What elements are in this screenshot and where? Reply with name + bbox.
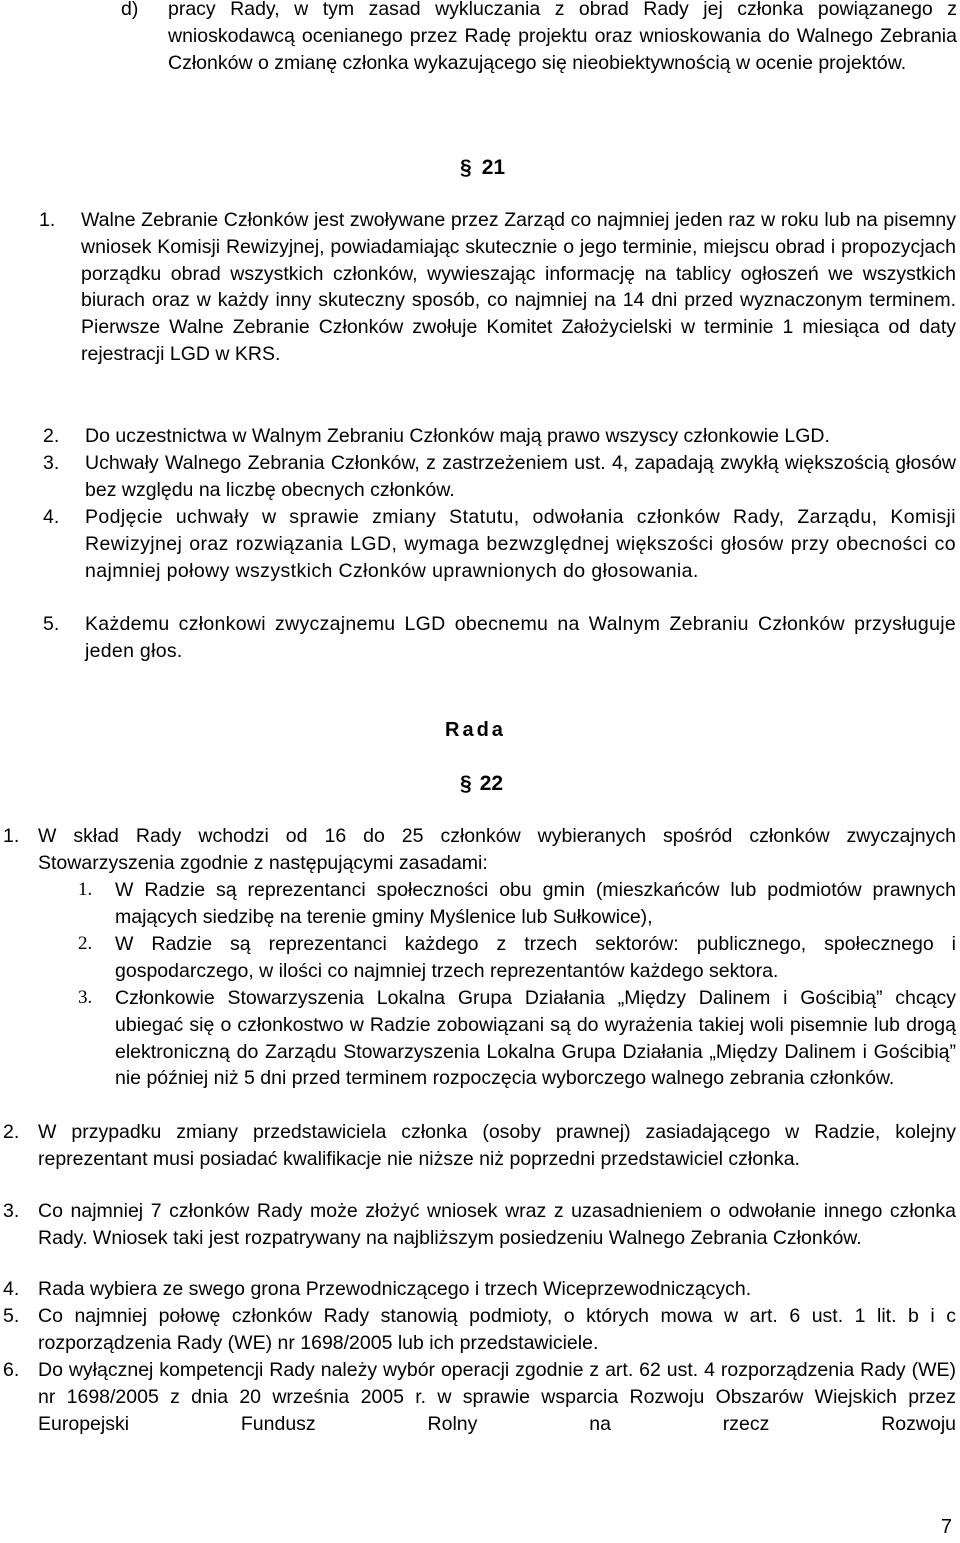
item-number: 4.: [43, 506, 60, 528]
sub-item-text: W Radzie są reprezentanci każdego z trzech sektorów: publicznego, społecznego i gospodarczego, w ilości co najmniej trzech reprezentantów każdego sektora.: [115, 933, 956, 982]
item-text: W przypadku zmiany przedstawiciela członka (osoby prawnej) zasiadającego w Radzie, kolejny reprezentant musi posiadać kwalifikacje nie niższe niż poprzedni przedstawiciel członka.: [38, 1121, 956, 1170]
item-text: Co najmniej połowę członków Rady stanowią podmioty, o których mowa w art. 6 ust. 1 lit. b i c rozporządzenia Rady (WE) nr 1698/2005 lub ich przedstawiciele.: [38, 1305, 956, 1354]
item-number: 3.: [43, 452, 60, 474]
page-number: 7: [940, 1516, 952, 1539]
item-text: Każdemu członkowi zwyczajnemu LGD obecnemu na Walnym Zebraniu Członków przysługuje jeden głos.: [85, 613, 956, 662]
chapter-title: Rada: [445, 719, 506, 741]
item-number: 2.: [43, 425, 60, 447]
item-number: 2.: [3, 1121, 20, 1143]
sub-item-number: 1.: [78, 879, 93, 900]
item-number: 5.: [43, 613, 60, 635]
item-number: 1.: [3, 825, 20, 847]
section-22-heading: [460, 771, 503, 798]
item-text: Do uczestnictwa w Walnym Zebraniu Członków mają prawo wszyscy członkowie LGD.: [85, 425, 830, 447]
item-text: Uchwały Walnego Zebrania Członków, z zastrzeżeniem ust. 4, zapadają zwykłą większością głosów bez względu na liczbę obecnych członków.: [85, 452, 956, 501]
item-text: Podjęcie uchwały w sprawie zmiany Statutu, odwołania członków Rady, Zarządu, Komisji Rewizyjnej oraz rozwiązania LGD, wymaga bezwzględnej większości głosów przy obecności co najmniej połowy wszystkich Członków uprawnionych do głosowania.: [85, 506, 956, 582]
sub-item-text: W Radzie są reprezentanci społeczności obu gmin (mieszkańców lub podmiotów prawnych mających siedzibę na terenie gminy Myślenice lub Sułkowice),: [115, 879, 956, 928]
item-text: Rada wybiera ze swego grona Przewodniczącego i trzech Wiceprzewodniczących.: [38, 1278, 752, 1300]
sub-item-number: 2.: [78, 933, 93, 954]
section-sign: §: [460, 772, 472, 795]
item-text: W skład Rady wchodzi od 16 do 25 członków wybieranych spośród członków zwyczajnych Stowarzyszenia zgodnie z następującymi zasadami:: [38, 825, 956, 874]
item-number: 3.: [3, 1200, 20, 1222]
item-number: 4.: [3, 1278, 20, 1300]
list-item-text: pracy Rady, w tym zasad wykluczania z obrad Rady jej członka powiązanego z wnioskodawcą ocenianego przez Radę projektu oraz wnioskowania do Walnego Zebrania Członków o zmianę członka wykazującego się nieobiektywnością w ocenie projektów.: [168, 0, 957, 74]
section-number: 21: [481, 156, 506, 179]
item-number: 5.: [3, 1305, 20, 1327]
sub-item-number: 3.: [78, 987, 93, 1008]
section-21-heading: [460, 155, 505, 182]
sub-item-text: Członkowie Stowarzyszenia Lokalna Grupa Działania „Między Dalinem i Gościbią” chcący ubiegać się o członkostwo w Radzie zobowiązani są do wyrażenia takiej woli pisemnie lub drogą elektroniczną do Zarządu Stowarzyszenia Lokalna Grupa Działania „Między Dalinem i Gościbią” nie później niż 5 dni przed terminem rozpoczęcia wyborczego walnego zebrania członków.: [115, 987, 956, 1090]
item-number: 1.: [39, 209, 56, 231]
item-text: Co najmniej 7 członków Rady może złożyć wniosek wraz z uzasadnieniem o odwołanie innego członka Rady. Wniosek taki jest rozpatrywany na najbliższym posiedzeniu Walnego Zebrania Członków.: [38, 1200, 956, 1249]
item-text: Do wyłącznej kompetencji Rady należy wybór operacji zgodnie z art. 62 ust. 4 rozporządzenia Rady (WE) nr 1698/2005 z dnia 20 września 2005 r. w sprawie wsparcia Rozwoju Obszarów Wiejskich przez Europejski Fundusz Rolny na rzecz Rozwoju: [38, 1359, 956, 1435]
item-text: Walne Zebranie Członków jest zwoływane przez Zarząd co najmniej jeden raz w roku lub na pisemny wniosek Komisji Rewizyjnej, powiadamiając skutecznie o jego terminie, miejscu obrad i propozycjach porządku obrad wszystkich członków, wywieszając informację na tablicy ogłoszeń we wszystkich biurach oraz w każdy inny skuteczny sposób, co najmniej na 14 dni przed wyznaczonym terminem. Pierwsze Walne Zebranie Członków zwołuje Komitet Założycielski w terminie 1 miesiąca od daty rejestracji LGD w KRS.: [81, 209, 956, 365]
section-number: 22: [479, 772, 504, 795]
list-marker: d): [121, 0, 139, 20]
section-sign: §: [460, 156, 472, 179]
item-number: 6.: [3, 1359, 20, 1381]
